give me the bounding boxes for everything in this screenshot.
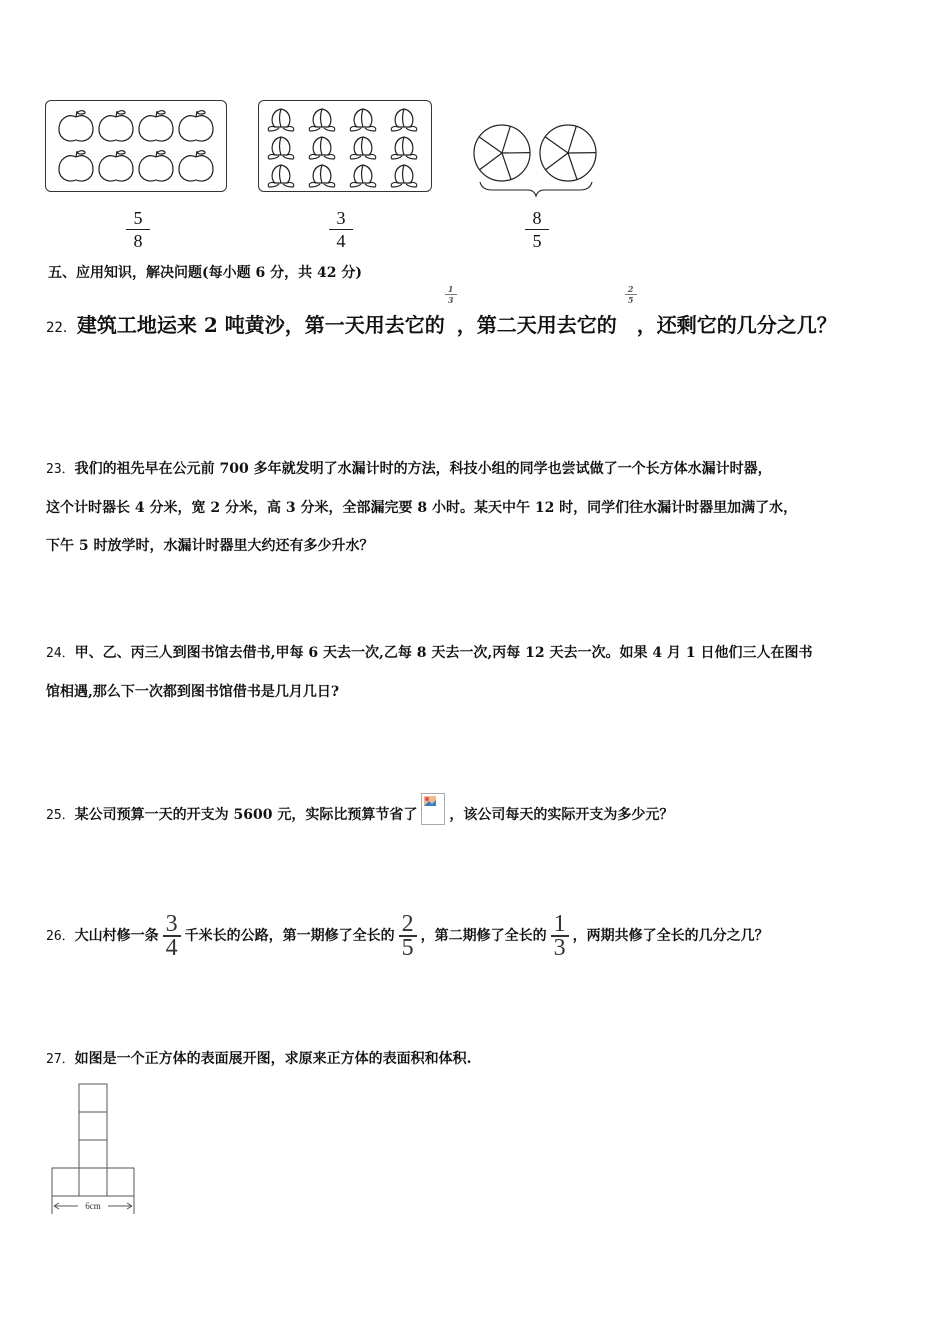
- fraction-circles: 8 5: [517, 208, 557, 251]
- question-22: 22．建筑工地运来 2 吨黄沙，第一天用去它的$\frac{1}{3}$，第二天用去它的$\frac{2}{5}$，还剩它的几分之几？: [46, 284, 837, 337]
- apple-icon: [179, 111, 213, 141]
- circle-icon: [474, 125, 530, 181]
- apple-icon: [139, 151, 173, 181]
- peach-icon: [309, 109, 335, 131]
- question-23: 23．我们的祖先早在公元前 700 多年就发明了水漏计时的方法，科技小组的同学也尝试做了一个长方体水漏计时器， 这个计时器长 4 分米，宽 2 分米，高 3 分米，全部漏完要 8 小时。某天中午 12 时，同学们往水漏计时器里加满了水， 下午 5 时放学时，水漏计时器里大约还有多少升水？: [46, 461, 798, 554]
- peach-icon: [350, 137, 376, 159]
- question-27: 27．如图是一个正方体的表面展开图，求原来正方体的表面积和体积.: [46, 1051, 472, 1067]
- fraction-1-3: $\frac{1}{3}$: [445, 284, 457, 305]
- apple-group-box: [45, 100, 227, 192]
- apples-figure: [46, 101, 226, 191]
- peach-group-box: [258, 100, 432, 192]
- brace: [480, 182, 592, 196]
- apple-icon: [99, 111, 133, 141]
- peach-icon: [268, 137, 294, 159]
- apple-icon: [99, 151, 133, 181]
- fraction-apples: 5 8: [118, 208, 158, 251]
- fraction-1-3: $\frac{1}{3}$: [549, 914, 571, 958]
- peach-icon: [350, 109, 376, 131]
- apple-icon: [139, 111, 173, 141]
- peach-icon: [391, 109, 417, 131]
- section-title: 五、应用知识，解决问题(每小题 6 分，共 42 分): [48, 265, 362, 281]
- peach-icon: [309, 137, 335, 159]
- question-24: 24．甲、乙、丙三人到图书馆去借书,甲每 6 天去一次,乙每 8 天去一次,丙每 12 天去一次。如果 4 月 1 日他们三人在图书 馆相遇,那么下一次都到图书馆借书是几月几日?: [46, 645, 813, 700]
- fraction-3-4: $\frac{3}{4}$: [161, 914, 183, 958]
- dimension-label: 6cm: [85, 1201, 101, 1211]
- question-25: 25．某公司预算一天的开支为 5600 元，实际比预算节省了 ，该公司每天的实际开支为多少元？: [46, 796, 916, 835]
- apple-icon: [59, 111, 93, 141]
- fraction-2-5: $\frac{2}{5}$: [625, 284, 637, 305]
- peach-icon: [350, 165, 376, 187]
- apple-icon: [179, 151, 213, 181]
- fraction-peaches: 3 4: [321, 208, 361, 251]
- peach-icon: [309, 165, 335, 187]
- broken-image-icon: [421, 793, 445, 825]
- fraction-2-5: $\frac{2}{5}$: [397, 914, 419, 958]
- peach-icon: [268, 109, 294, 131]
- peaches-figure: [259, 101, 431, 191]
- peach-icon: [391, 137, 417, 159]
- apple-icon: [59, 151, 93, 181]
- question-26: 26．大山村修一条$\frac{3}{4}$ 千米长的公路，第一期修了全长的$\frac{2}{5}$ ，第二期修了全长的$\frac{1}{3}$ ，两期共修了全长的几分之几？: [46, 911, 769, 961]
- circle-icon: [540, 125, 596, 181]
- circles-figure: [468, 120, 608, 200]
- peach-icon: [268, 165, 294, 187]
- peach-icon: [391, 165, 417, 187]
- cube-net-figure: [48, 1082, 148, 1222]
